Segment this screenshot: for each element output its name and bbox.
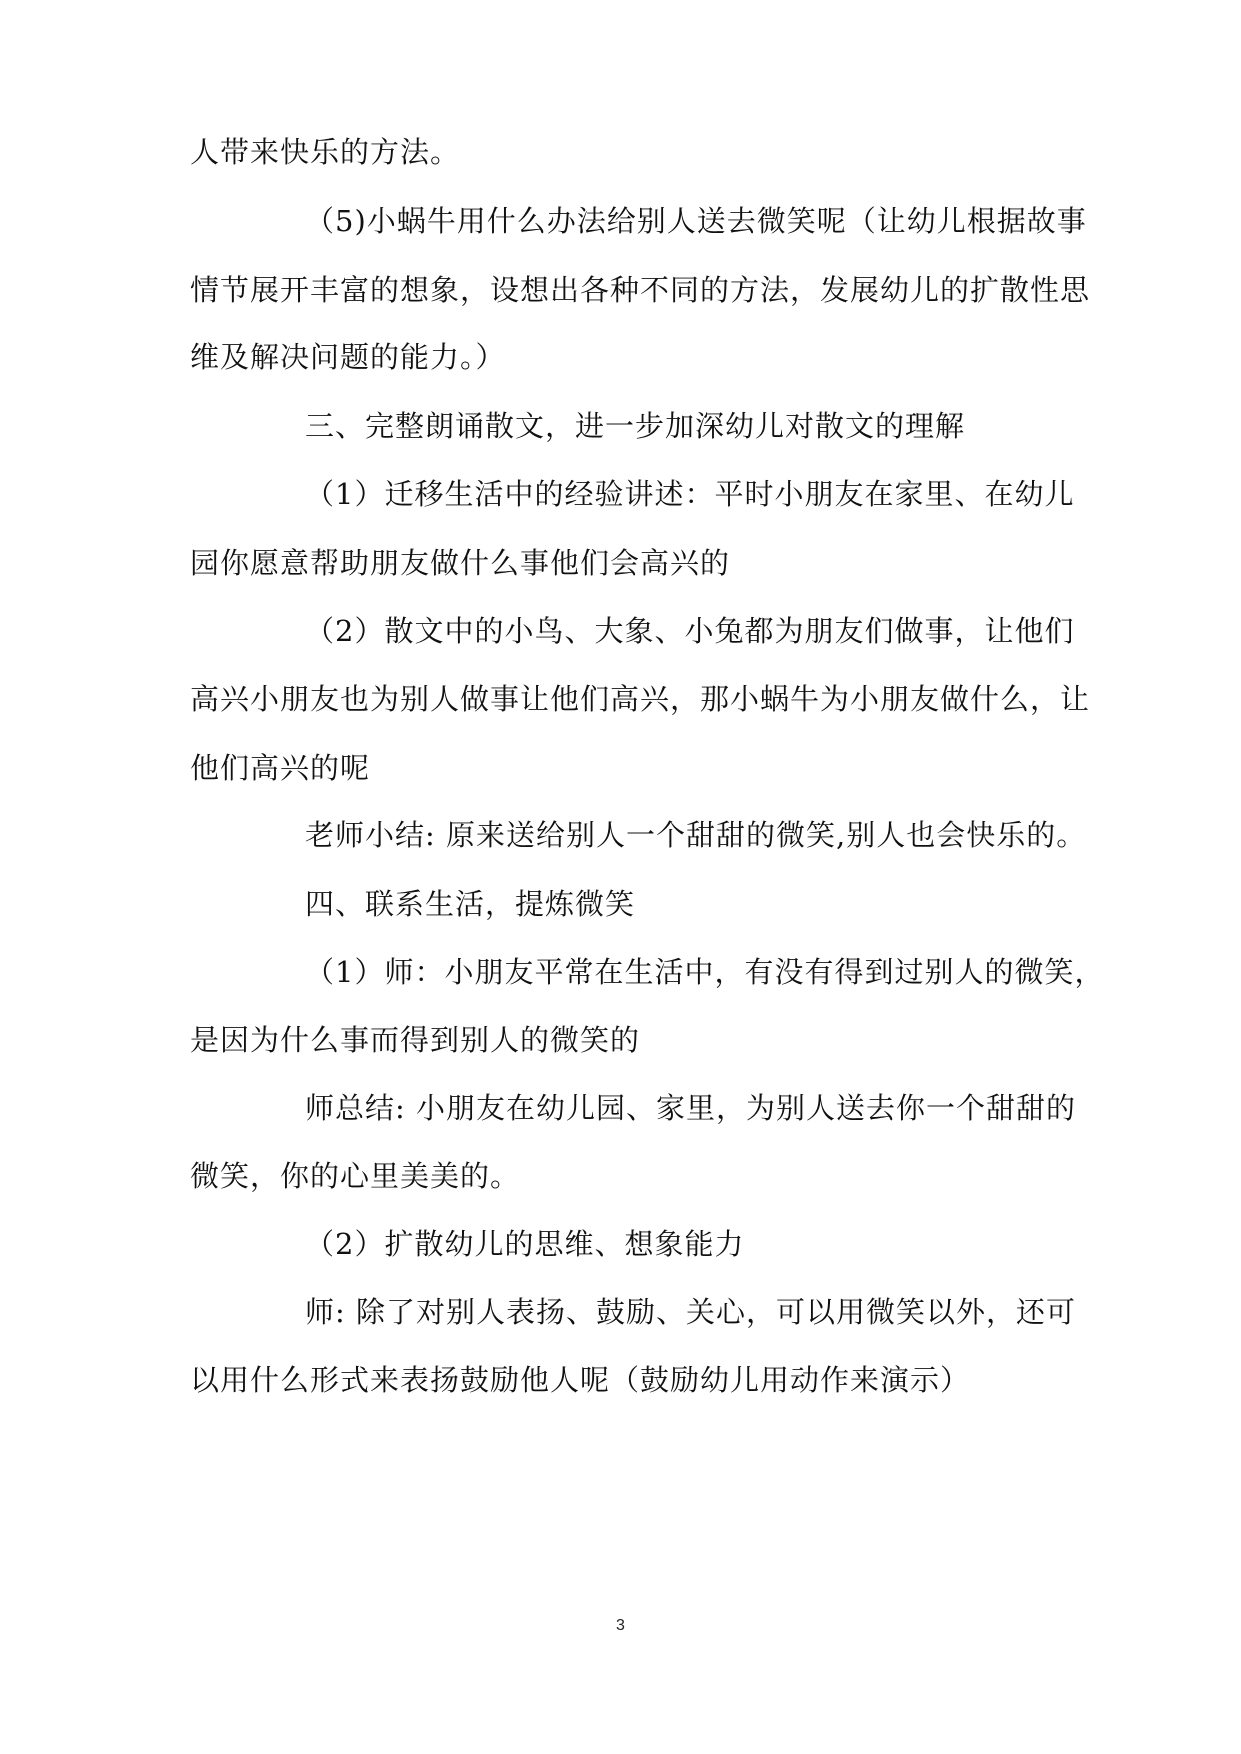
section-heading: 四、联系生活，提炼微笑: [305, 887, 636, 921]
text-line: 微笑，你的心里美美的。: [190, 1159, 521, 1193]
text-line: 是因为什么事而得到别人的微笑的: [190, 1023, 641, 1057]
text-line: （1）迁移生活中的经验讲述：平时小朋友在家里、在幼儿: [305, 477, 1075, 511]
text-line: （1）师：小朋友平常在生活中，有没有得到过别人的微笑，: [305, 955, 1105, 989]
text-line: 人带来快乐的方法。: [190, 135, 461, 169]
text-line: 情节展开丰富的想象，设想出各种不同的方法，发展幼儿的扩散性思: [190, 273, 1091, 307]
text-line: 师: 除了对别人表扬、鼓励、关心，可以用微笑以外，还可: [305, 1295, 1076, 1329]
section-heading: 三、完整朗诵散文，进一步加深幼儿对散文的理解: [305, 409, 966, 443]
text-line: 以用什么形式来表扬鼓励他人呢（鼓励幼儿用动作来演示）: [190, 1363, 971, 1397]
text-line: （5)小蜗牛用什么办法给别人送去微笑呢（让幼儿根据故事: [305, 204, 1087, 238]
text-line: 高兴小朋友也为别人做事让他们高兴，那小蜗牛为小朋友做什么，让: [190, 682, 1091, 716]
summary-line: 老师小结: 原来送给别人一个甜甜的微笑,别人也会快乐的。: [305, 818, 1087, 852]
summary-line: 师总结: 小朋友在幼儿园、家里，为别人送去你一个甜甜的: [305, 1091, 1076, 1125]
text-line: 维及解决问题的能力。）: [190, 340, 506, 374]
text-line: （2）扩散幼儿的思维、想象能力: [305, 1227, 745, 1261]
text-line: （2）散文中的小鸟、大象、小兔都为朋友们做事，让他们: [305, 614, 1075, 648]
page-number: 3: [616, 1617, 625, 1634]
text-line: 他们高兴的呢: [190, 751, 371, 785]
text-line: 园你愿意帮助朋友做什么事他们会高兴的: [190, 546, 731, 580]
